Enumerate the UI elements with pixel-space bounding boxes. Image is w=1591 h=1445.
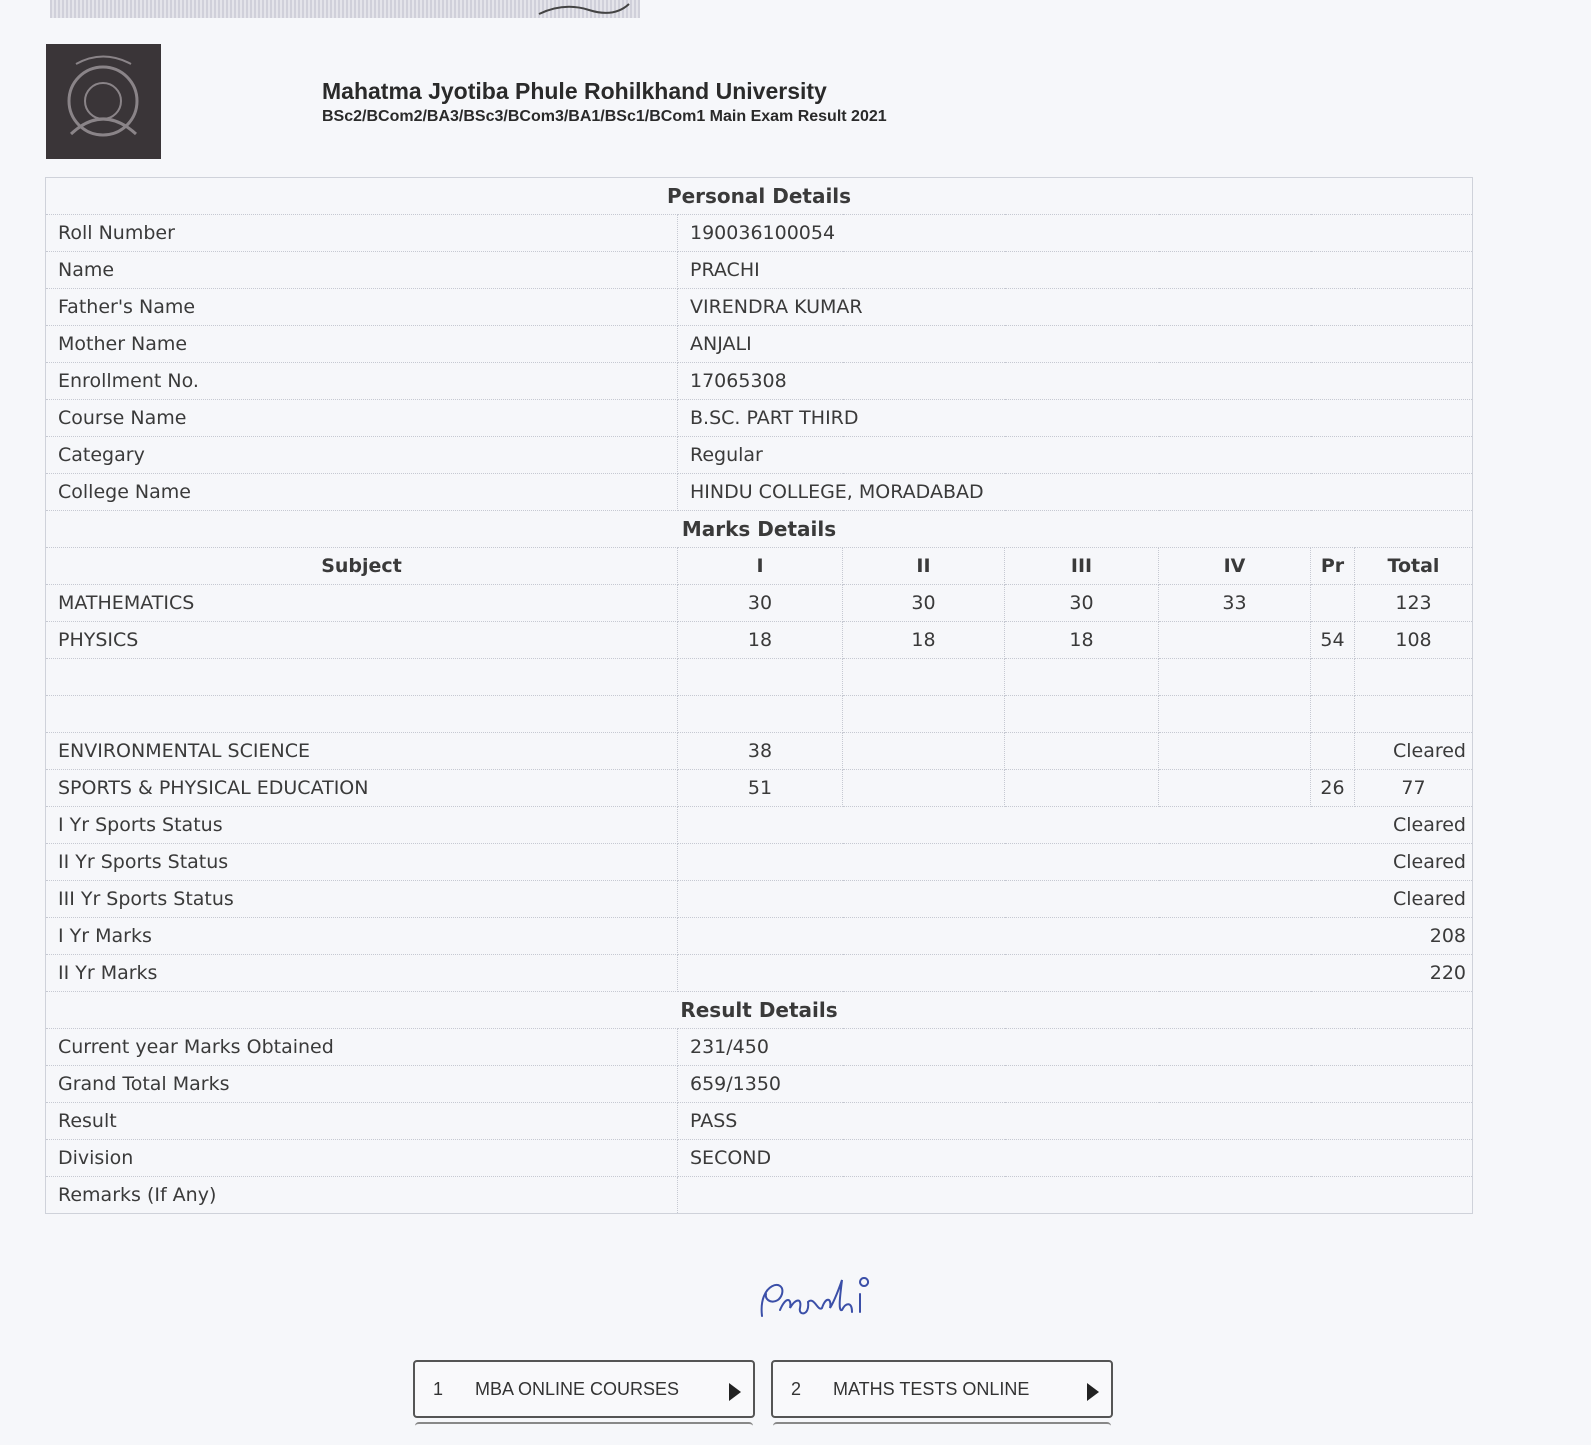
paper-1-mark: 30 [678, 585, 843, 622]
detail-label: College Name [46, 474, 678, 511]
practical-mark: 26 [1311, 770, 1355, 807]
paper-1-mark: 38 [678, 733, 843, 770]
university-emblem-icon [46, 44, 161, 159]
play-arrow-icon [729, 1383, 741, 1401]
status-label: II Yr Marks [46, 955, 678, 992]
ad-link-maths-tests-online[interactable] [771, 1360, 1113, 1418]
subject-row [46, 622, 1473, 659]
paper-4-column-header: IV [1159, 548, 1311, 585]
practical-mark [1311, 585, 1355, 622]
result-row [46, 1140, 1473, 1177]
result-row [46, 1103, 1473, 1140]
paper-1-column-header: I [678, 548, 843, 585]
student-signature [756, 1272, 896, 1336]
result-details-heading: Result Details [46, 992, 1473, 1029]
result-row [46, 1177, 1473, 1214]
detail-value: VIRENDRA KUMAR [678, 289, 1473, 326]
detail-label: Enrollment No. [46, 363, 678, 400]
detail-row [46, 363, 1473, 400]
detail-value: B.SC. PART THIRD [678, 400, 1473, 437]
detail-label: Course Name [46, 400, 678, 437]
result-value: 659/1350 [678, 1066, 1473, 1103]
ad-label: MBA ONLINE COURSES [475, 1378, 680, 1399]
result-label: Remarks (If Any) [46, 1177, 678, 1214]
marks-header-row [46, 548, 1473, 585]
result-table [45, 177, 1473, 1214]
subject-name: ENVIRONMENTAL SCIENCE [46, 733, 678, 770]
detail-row [46, 215, 1473, 252]
detail-label: Mother Name [46, 326, 678, 363]
subject-row [46, 585, 1473, 622]
result-value: SECOND [678, 1140, 1473, 1177]
subject-total: 77 [1355, 770, 1473, 807]
result-label: Grand Total Marks [46, 1066, 678, 1103]
detail-row [46, 252, 1473, 289]
detail-row [46, 400, 1473, 437]
empty-row [46, 659, 1473, 696]
status-row [46, 955, 1473, 992]
play-arrow-icon [1087, 1383, 1099, 1401]
exam-title: BSc2/BCom2/BA3/BSc3/BCom3/BA1/BSc1/BCom1 Main Exam Result 2021 [322, 108, 887, 125]
subject-name: SPORTS & PHYSICAL EDUCATION [46, 770, 678, 807]
detail-value: ANJALI [678, 326, 1473, 363]
status-label: III Yr Sports Status [46, 881, 678, 918]
university-name: Mahatma Jyotiba Phule Rohilkhand University [322, 78, 827, 104]
ad-number: 2 [791, 1378, 802, 1399]
detail-label: Name [46, 252, 678, 289]
status-row [46, 807, 1473, 844]
detail-value: 17065308 [678, 363, 1473, 400]
status-row [46, 918, 1473, 955]
status-row [46, 881, 1473, 918]
subject-name: MATHEMATICS [46, 585, 678, 622]
paper-2-column-header: II [843, 548, 1005, 585]
paper-1-mark: 51 [678, 770, 843, 807]
paper-4-mark: 33 [1159, 585, 1311, 622]
paper-1-mark: 18 [678, 622, 843, 659]
detail-value: PRACHI [678, 252, 1473, 289]
paper-2-mark: 18 [843, 622, 1005, 659]
result-value: 231/450 [678, 1029, 1473, 1066]
personal-details-heading: Personal Details [46, 178, 1473, 215]
empty-cell [46, 659, 678, 696]
paper-4-mark [1159, 622, 1311, 659]
result-label: Result [46, 1103, 678, 1140]
detail-label: Father's Name [46, 289, 678, 326]
practical-mark [1311, 733, 1355, 770]
practical-column-header: Pr [1311, 548, 1355, 585]
status-label: I Yr Marks [46, 918, 678, 955]
status-value: 208 [678, 918, 1473, 955]
paper-3-mark: 18 [1005, 622, 1159, 659]
result-value: PASS [678, 1103, 1473, 1140]
detail-row [46, 326, 1473, 363]
detail-row [46, 474, 1473, 511]
result-label: Division [46, 1140, 678, 1177]
result-label: Current year Marks Obtained [46, 1029, 678, 1066]
total-column-header: Total [1355, 548, 1473, 585]
detail-label: Roll Number [46, 215, 678, 252]
detail-row [46, 437, 1473, 474]
status-value: 220 [678, 955, 1473, 992]
empty-row [46, 696, 1473, 733]
subject-column-header: Subject [46, 548, 678, 585]
detail-value: 190036100054 [678, 215, 1473, 252]
marks-details-heading: Marks Details [46, 511, 1473, 548]
ad-number: 1 [433, 1378, 444, 1399]
subject-total: 108 [1355, 622, 1473, 659]
ad-label: MATHS TESTS ONLINE [833, 1378, 1030, 1399]
subject-name: PHYSICS [46, 622, 678, 659]
empty-cell [46, 696, 678, 733]
status-row [46, 844, 1473, 881]
status-label: I Yr Sports Status [46, 807, 678, 844]
scanned-top-strip [50, 0, 640, 18]
ad-link-mba-online-courses[interactable] [413, 1360, 755, 1418]
detail-value: Regular [678, 437, 1473, 474]
extra-subject-row [46, 770, 1473, 807]
paper-3-mark: 30 [1005, 585, 1159, 622]
status-value: Cleared [678, 807, 1473, 844]
result-row [46, 1029, 1473, 1066]
detail-value: HINDU COLLEGE, MORADABAD [678, 474, 1473, 511]
result-row [46, 1066, 1473, 1103]
signature-icon [756, 1272, 896, 1332]
status-value: Cleared [678, 881, 1473, 918]
status-value: Cleared [678, 844, 1473, 881]
result-value [678, 1177, 1473, 1214]
practical-mark: 54 [1311, 622, 1355, 659]
header [322, 78, 887, 126]
paper-2-mark: 30 [843, 585, 1005, 622]
subject-total: Cleared [1355, 733, 1473, 770]
extra-subject-row [46, 733, 1473, 770]
pen-scrawl-icon [534, 0, 634, 18]
university-logo [46, 44, 161, 159]
detail-label: Categary [46, 437, 678, 474]
detail-row [46, 289, 1473, 326]
subject-total: 123 [1355, 585, 1473, 622]
paper-3-column-header: III [1005, 548, 1159, 585]
status-label: II Yr Sports Status [46, 844, 678, 881]
